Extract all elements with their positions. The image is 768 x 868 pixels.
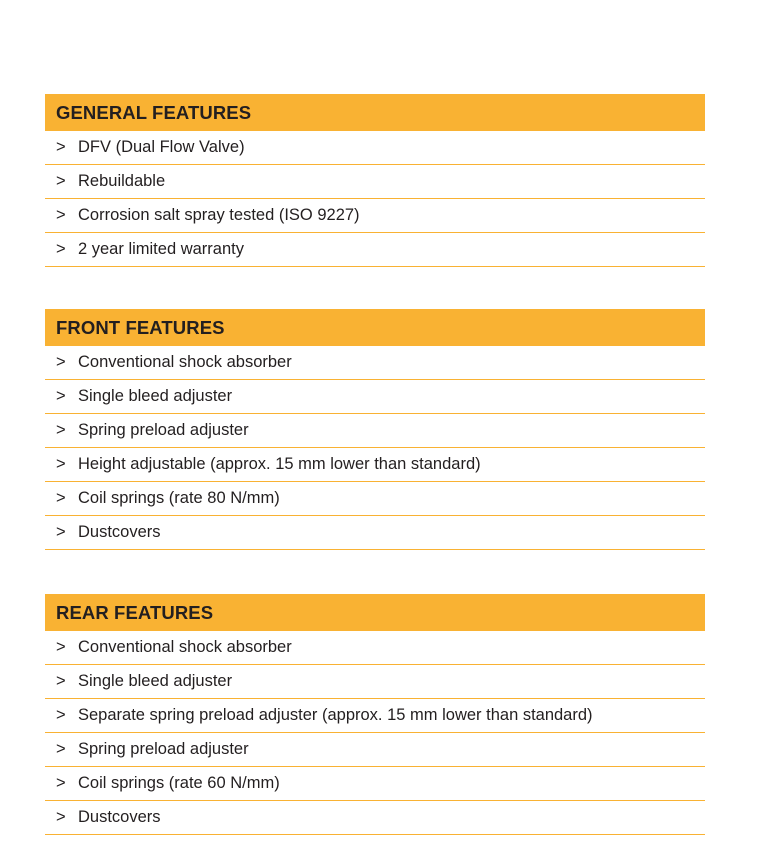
list-item — [45, 733, 705, 767]
feature-label: Coil springs (rate 80 N/mm) — [78, 489, 280, 507]
chevron-right-icon: > — [56, 240, 66, 258]
feature-label: Dustcovers — [78, 808, 161, 826]
rear-features-section — [45, 594, 705, 835]
feature-label: Spring preload adjuster — [78, 421, 249, 439]
chevron-right-icon: > — [56, 172, 66, 190]
front-features-header — [45, 309, 705, 346]
list-item — [45, 801, 705, 835]
feature-label: DFV (Dual Flow Valve) — [78, 138, 245, 156]
chevron-right-icon: > — [56, 489, 66, 507]
feature-label: Separate spring preload adjuster (approx. 15 mm lower than standard) — [78, 706, 593, 724]
general-features-section — [45, 94, 705, 267]
list-item — [45, 516, 705, 550]
chevron-right-icon: > — [56, 387, 66, 405]
chevron-right-icon: > — [56, 638, 66, 656]
list-item — [45, 665, 705, 699]
feature-label: Height adjustable (approx. 15 mm lower than standard) — [78, 455, 481, 473]
chevron-right-icon: > — [56, 523, 66, 541]
feature-label: Conventional shock absorber — [78, 353, 292, 371]
front-features-list — [45, 346, 705, 550]
general-features-list — [45, 131, 705, 267]
chevron-right-icon: > — [56, 206, 66, 224]
list-item — [45, 233, 705, 267]
feature-label: Coil springs (rate 60 N/mm) — [78, 774, 280, 792]
rear-features-list — [45, 631, 705, 835]
chevron-right-icon: > — [56, 421, 66, 439]
list-item — [45, 199, 705, 233]
feature-label: 2 year limited warranty — [78, 240, 244, 258]
list-item — [45, 482, 705, 516]
chevron-right-icon: > — [56, 672, 66, 690]
list-item — [45, 380, 705, 414]
list-item — [45, 165, 705, 199]
chevron-right-icon: > — [56, 706, 66, 724]
feature-label: Rebuildable — [78, 172, 166, 190]
list-item — [45, 346, 705, 380]
feature-label: Corrosion salt spray tested (ISO 9227) — [78, 206, 360, 224]
chevron-right-icon: > — [56, 455, 66, 473]
section-title: GENERAL FEATURES — [56, 101, 252, 123]
list-item — [45, 699, 705, 733]
chevron-right-icon: > — [56, 353, 66, 371]
feature-label: Dustcovers — [78, 523, 161, 541]
chevron-right-icon: > — [56, 808, 66, 826]
feature-label: Conventional shock absorber — [78, 638, 292, 656]
general-features-header — [45, 94, 705, 131]
chevron-right-icon: > — [56, 774, 66, 792]
list-item — [45, 414, 705, 448]
list-item — [45, 767, 705, 801]
front-features-section — [45, 309, 705, 550]
feature-label: Single bleed adjuster — [78, 672, 233, 690]
chevron-right-icon: > — [56, 740, 66, 758]
feature-label: Spring preload adjuster — [78, 740, 249, 758]
feature-label: Single bleed adjuster — [78, 387, 233, 405]
list-item — [45, 631, 705, 665]
rear-features-header — [45, 594, 705, 631]
chevron-right-icon: > — [56, 138, 66, 156]
section-title: REAR FEATURES — [56, 601, 214, 623]
section-title: FRONT FEATURES — [56, 316, 225, 338]
list-item — [45, 131, 705, 165]
list-item — [45, 448, 705, 482]
